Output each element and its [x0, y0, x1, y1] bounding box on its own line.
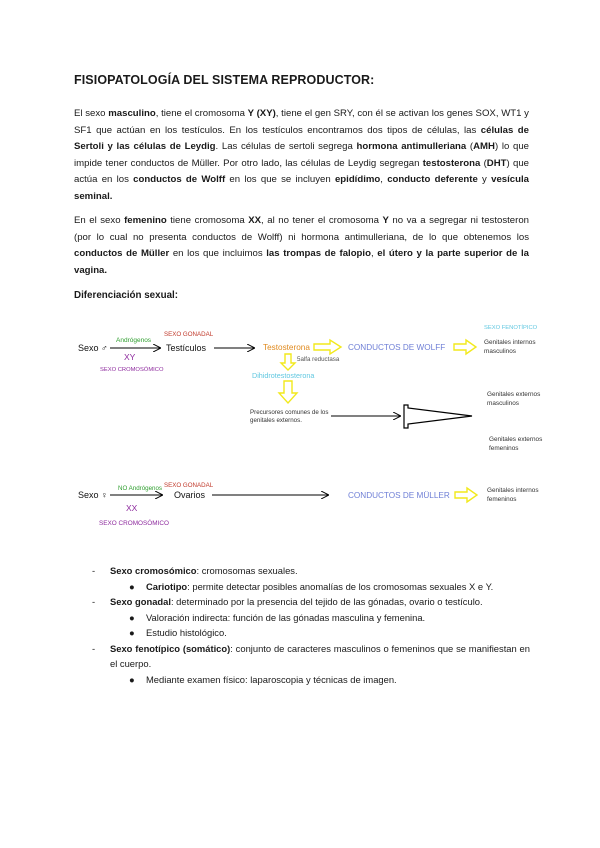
- list-item-label: Sexo fenotípico (somático): [110, 642, 231, 654]
- genitales-internos-masc-line1: Genitales internos: [484, 339, 536, 346]
- list-item-text: : cromosomas sexuales.: [196, 565, 298, 576]
- list-dash: -: [92, 642, 96, 654]
- list-item-label: Sexo cromosómico: [110, 565, 197, 576]
- yellow-arrow-down-2: [279, 381, 297, 403]
- list-item-label: Cariotipo: [146, 580, 188, 592]
- genitales-internos-fem-line2: femeninos: [487, 496, 517, 503]
- genitales-internos-masc-line2: masculinos: [484, 348, 516, 355]
- paragraph-run: Y: [382, 215, 389, 226]
- paragraph-run: conducto deferente: [387, 174, 478, 186]
- female-xx-label: XX: [126, 503, 138, 513]
- yellow-arrow-internal: [454, 340, 476, 354]
- subheading-differentiation: Diferenciación sexual:: [74, 290, 178, 301]
- paragraph-run: ,: [380, 174, 388, 186]
- paragraph-run: , tiene el cromosoma: [155, 108, 248, 119]
- paragraph-run: AMH: [473, 141, 495, 153]
- genitales-externos-fem-line2: femeninos: [489, 445, 519, 452]
- female-sexo-gonadal-label: SEXO GONADAL: [164, 482, 214, 489]
- paragraph-run: las trompas de falopio: [266, 248, 371, 260]
- male-sexo-label: Sexo ♂: [78, 343, 108, 353]
- bullet-icon: ●: [129, 580, 135, 592]
- list-item-text: : permite detectar posibles anomalías de los cromosomas sexuales X e Y.: [187, 580, 494, 592]
- paragraph-run: epidídimo: [334, 174, 381, 186]
- genitales-externos-fem-line1: Genitales externos: [489, 436, 543, 443]
- conductos-muller-label: CONDUCTOS DE MÜLLER: [348, 491, 450, 500]
- paragraph-run: (: [480, 157, 487, 169]
- paragraph-run: El sexo: [74, 108, 109, 119]
- paragraph-run: XX: [248, 215, 262, 226]
- list-item-label: Sexo gonadal: [110, 596, 171, 607]
- genitales-externos-masc-line1: Genitales externos: [487, 391, 541, 398]
- paragraph-run: en los que incluimos: [169, 248, 267, 260]
- paragraph-run: conductos de Wolff: [133, 174, 226, 186]
- female-sexo-cromosomico-label: SEXO CROMOSÓMICO: [99, 520, 169, 527]
- paragraph-run: y: [477, 174, 492, 186]
- paragraph-run: DHT: [486, 157, 507, 169]
- yellow-arrow-female: [455, 488, 477, 502]
- list-item-text: : determinado por la presencia del tejido de las gónadas, ovario o testículo.: [170, 596, 483, 607]
- testosterona-label: Testosterona: [263, 343, 310, 352]
- ovarios-label: Ovarios: [174, 490, 206, 500]
- paragraph-run: en los que se incluyen: [225, 174, 335, 186]
- paragraph-run: células de Sertoli y las células de Leydig: [74, 124, 529, 153]
- paragraph-run: ) lo que impide tener conductos de Müller. Por otro lado, las células de Leydig segregan: [74, 141, 529, 169]
- male-sexo-gonadal-label: SEXO GONADAL: [164, 331, 214, 338]
- bullet-icon: ●: [129, 673, 135, 685]
- alfa-reductasa-label: 5alfa reductasa: [297, 356, 340, 363]
- no-androgenos-label: NO Andrógenos: [118, 485, 163, 492]
- paragraph-run: el útero y la parte superior de la vagina.: [74, 248, 529, 276]
- paragraph-run: En el sexo: [74, 215, 125, 226]
- bullet-icon: ●: [129, 627, 135, 638]
- paragraph-run: (: [466, 141, 474, 153]
- document-title: FISIOPATOLOGÍA DEL SISTEMA REPRODUCTOR:: [74, 73, 375, 87]
- precursores-line2: genitales externos.: [250, 417, 302, 424]
- paragraph-run: femenino: [124, 215, 167, 226]
- paragraph-run: testosterona: [422, 157, 481, 169]
- paragraph-run: ) que actúa en los: [74, 157, 529, 186]
- list-item-text: : conjunto de caracteres masculinos o femeninos que se manifiestan en el cuerpo.: [110, 642, 530, 669]
- list-item-text: Valoración indirecta: función de las gónadas masculina y femenina.: [146, 611, 426, 623]
- sexo-fenotipico-label: SEXO FENOTÍPICO: [484, 325, 538, 331]
- bullet-icon: ●: [129, 611, 135, 623]
- male-androgenos-label: Andrógenos: [116, 337, 152, 344]
- genitales-internos-fem-line1: Genitales internos: [487, 487, 539, 494]
- paragraph-run: conductos de Müller: [74, 248, 170, 260]
- male-sexo-cromosomico-label: SEXO CROMOSÓMICO: [100, 367, 164, 373]
- list-dash: -: [92, 596, 96, 607]
- paragraph-run: . Las células de sertoli segrega: [215, 141, 357, 153]
- male-xy-label: XY: [124, 352, 136, 362]
- precursores-line1: Precursores comunes de los: [250, 409, 329, 416]
- paragraph-run: , tiene el gen SRY, con él se activan los genes SOX, WT1 y SF1 que actúan en los testículos. En los testículos encontramos dos tipos de células, las: [74, 108, 529, 136]
- dihidrotestosterona-label: Dihidrotestosterona: [252, 371, 315, 380]
- paragraph-run: , al no tener el cromosoma: [261, 215, 383, 226]
- genitales-externos-masc-line2: masculinos: [487, 400, 519, 407]
- list-item-text: Mediante examen físico: laparoscopia y técnicas de imagen.: [146, 673, 397, 685]
- paragraph-run: ,: [370, 248, 378, 260]
- bifurcation-arrow: [404, 405, 472, 428]
- paragraph-run: tiene cromosoma: [166, 215, 249, 226]
- conductos-wolff-label: CONDUCTOS DE WOLFF: [348, 343, 446, 352]
- male-testiculos-label: Testículos: [166, 343, 207, 353]
- yellow-arrow-wolff: [314, 340, 341, 354]
- paragraph-run: Y (XY): [247, 108, 276, 119]
- list-dash: -: [92, 565, 96, 576]
- yellow-arrow-down-1: [281, 354, 295, 370]
- paragraph-run: no va a segregar ni testosteron (por lo cual no presenta conductos de Wolff) ni hormona antimulleriana, de lo que obtenemos los: [74, 215, 529, 243]
- female-sexo-label: Sexo ♀: [78, 490, 108, 500]
- paragraph-run: vesícula seminal.: [74, 174, 529, 202]
- list-item-text: Estudio histológico.: [146, 627, 227, 638]
- paragraph-run: masculino: [108, 108, 156, 119]
- paragraph-run: hormona antimulleriana: [356, 141, 467, 153]
